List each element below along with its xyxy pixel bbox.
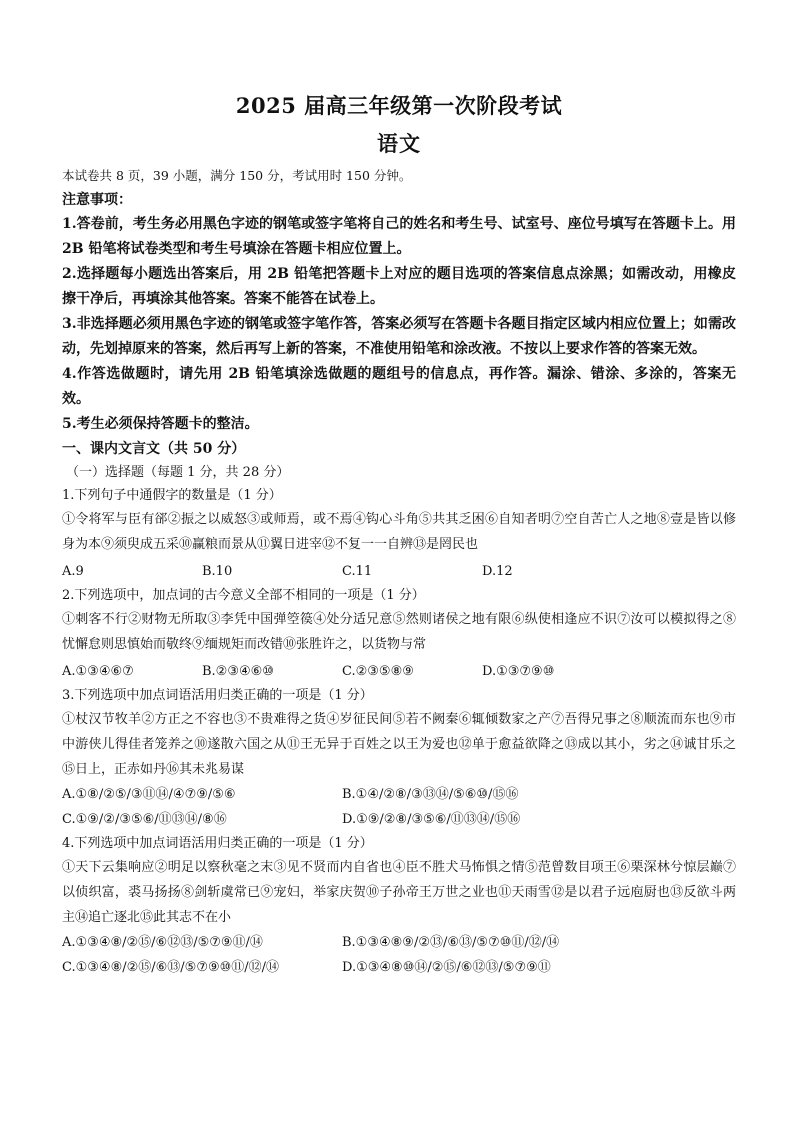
question-stem: 3.下列选项中加点词语活用归类正确的一项是（1 分）: [62, 688, 373, 703]
option-b: B.10: [202, 564, 233, 579]
question-text: ①杖汉节牧羊②方正之不容也③不贵难得之货④岁征民间⑤若不阙秦⑥辄倾数家之产⑦吾得兄事之⑧顺流而东也⑨市中游侠儿得佳者笼养之⑩遂散六国之从⑪王无异于百姓之以王为爱也⑫单于愈益欲降之⑬成以其小，劣之⑭诚甘乐之⑮日上，正赤如丹⑯其未兆易谋: [62, 712, 736, 777]
notice-item-4: 4.作答选做题时，请先用 2B 铅笔填涂选做题的题组号的信息点，再作答。漏涂、错涂、多涂的，答案无效。: [62, 366, 736, 407]
option-list: [62, 559, 736, 584]
option-a: A.①③④⑧/②⑮/⑥⑫⑬/⑤⑦⑨⑪/⑭: [62, 935, 263, 950]
exam-title: 2025 届高三年级第一次阶段考试: [235, 93, 563, 118]
question-stem: 1.下列句子中通假字的数量是（1 分）: [62, 488, 282, 503]
option-row: [62, 782, 736, 807]
option-c: C.①③④⑧/②⑮/⑥⑬/⑤⑦⑨⑩⑪/⑫/⑭: [62, 960, 280, 975]
option-list: [62, 659, 736, 684]
option-c: C.②③⑤⑧⑨: [342, 664, 414, 679]
notice-item-3: 3.非选择题必须用黑色字迹的钢笔或签字笔作答，答案必须写在答题卡各题目指定区域内相应位置上；如需改动，先划掉原来的答案，然后再写上新的答案，不准使用铅笔和涂改液。不按以上要求作答的答案无效。: [62, 316, 736, 357]
notice-item-1: 1.答卷前，考生务必用黑色字迹的钢笔或签字笔将自己的姓名和考生号、试室号、座位号填写在答题卡上。用 2B 铅笔将试卷类型和考生号填涂在答题卡相应位置上。: [62, 216, 736, 257]
question-stem: 4.下列选项中加点词语活用归类正确的一项是（1 分）: [62, 836, 373, 851]
question-stem: 2.下列选项中，加点词的古今意义全部不相同的一项是（1 分）: [62, 588, 425, 603]
question-text: ①刺客不行②财物无所取③李凭中国弹箜篌④处分适兄意⑤然则诸侯之地有限⑥纵使相逢应不识⑦汝可以模拟得之⑧忧懈怠则思慎始而敬终⑨缅规矩而改错⑩张胜许之，以货物与常: [62, 612, 736, 652]
option-b: B.①③④⑧⑨/②⑬/⑥⑬/⑤⑦⑩⑪/⑫/⑭: [342, 935, 560, 950]
option-row: [62, 930, 736, 955]
option-d: D.①③④⑧⑩⑭/②⑮/⑥⑫⑬/⑤⑦⑨⑪: [342, 960, 551, 975]
option-a: A.9: [62, 564, 84, 579]
notice-item-5: 5.考生必须保持答题卡的整洁。: [62, 416, 259, 432]
option-d: D.①⑨/②⑧/③⑤⑥/⑪⑬⑭/⑮⑯: [342, 812, 521, 827]
option-d: D.12: [482, 564, 513, 579]
notice-heading: 注意事项：: [62, 192, 132, 208]
option-row: [62, 955, 736, 980]
option-a: A.①⑧/②⑤/③⑪⑭/④⑦⑨/⑤⑥: [62, 787, 236, 802]
option-d: D.①③⑦⑨⑩: [482, 664, 555, 679]
exam-intro: 本试卷共 8 页，39 小题，满分 150 分，考试用时 150 分钟。: [62, 168, 412, 183]
section-heading: 一、课内文言文（共 50 分）: [62, 441, 246, 457]
option-a: A.①③④⑥⑦: [62, 664, 134, 679]
option-b: B.②③④⑥⑩: [202, 664, 274, 679]
option-b: B.①④/②⑧/③⑬⑭/⑤⑥⑩/⑮⑯: [342, 787, 519, 802]
subject-title: 语文: [377, 131, 421, 156]
notice-item-2: 2.选择题每小题选出答案后，用 2B 铅笔把答题卡上对应的题目选项的答案信息点涂黑；如需改动，用橡皮擦干净后，再填涂其他答案。答案不能答在试卷上。: [62, 266, 736, 307]
section-subheading: （一）选择题（每题 1 分，共 28 分）: [66, 465, 290, 480]
question-1: [62, 484, 736, 584]
question-4: [62, 832, 736, 980]
option-row: [62, 807, 736, 832]
option-c: C.①⑨/②/③⑤⑥/⑪⑬⑭/⑧⑯: [62, 812, 227, 827]
question-text: ①天下云集响应②明足以察秋毫之末③见不贤而内自省也④臣不胜犬马怖惧之情⑤范曾数目项王⑥栗深林兮惊层巅⑦以侦织富，裘马扬扬⑧剑斩虞常已⑨宠妇，举家庆贺⑩子孙帝王万世之业也⑪天雨雪⑫是以君子远庖厨也⑬反欲斗两主⑭追亡逐北⑮此其志不在小: [62, 860, 736, 925]
question-text: ①令将军与臣有郤②振之以威怒③或师焉，或不焉④钩心斗角⑤共其乏困⑥自知者明⑦空自苦亡人之地⑧壹是皆以修身为本⑨须臾成五采⑩赢粮而景从⑪翼日进宰⑫不复一一自辨⑬是罔民也: [62, 512, 736, 552]
question-2: [62, 584, 736, 684]
option-c: C.11: [342, 564, 373, 579]
question-3: [62, 684, 736, 832]
